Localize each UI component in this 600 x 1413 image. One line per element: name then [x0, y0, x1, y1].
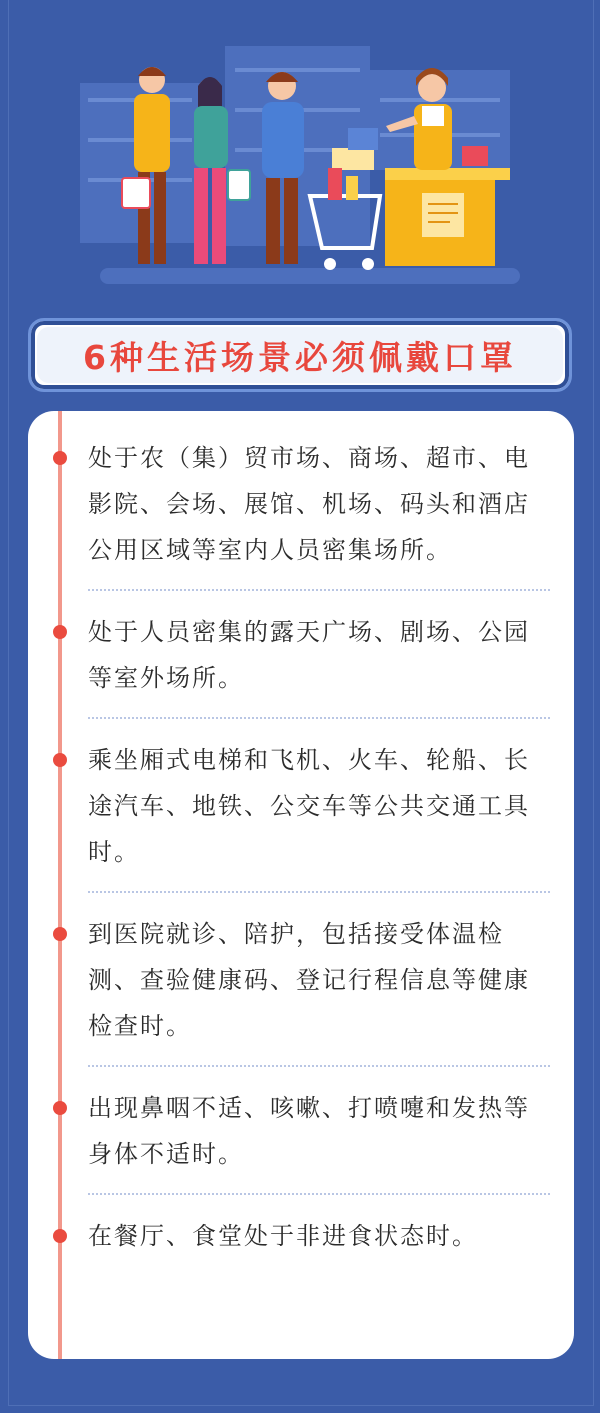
item-text: 到医院就诊、陪护，包括接受体温检测、查验健康码、登记行程信息等健康检查时。: [88, 920, 530, 1040]
dotted-divider: [88, 1065, 550, 1067]
bullet-dot: [53, 451, 67, 465]
item-text: 出现鼻咽不适、咳嗽、打喷嚏和发热等身体不适时。: [88, 1094, 530, 1168]
item-text: 处于农（集）贸市场、商场、超市、电影院、会场、展馆、机场、码头和酒店公用区域等室内人员密集场所。: [88, 444, 530, 564]
list-item: [28, 911, 574, 1049]
page-title: 6种生活场景必须佩戴口罩: [83, 337, 517, 377]
bullet-dot: [53, 1229, 67, 1243]
dotted-divider: [88, 717, 550, 719]
shoppers-illustration: [70, 28, 540, 298]
scenario-card: [28, 411, 574, 1359]
bullet-dot: [53, 927, 67, 941]
list-item: [28, 609, 574, 701]
item-text: 在餐厅、食堂处于非进食状态时。: [88, 1222, 478, 1250]
list-item: [28, 1213, 574, 1259]
dotted-divider: [88, 891, 550, 893]
list-item: [28, 1085, 574, 1177]
list-item: [28, 737, 574, 875]
item-text: 乘坐厢式电梯和飞机、火车、轮船、长途汽车、地铁、公交车等公共交通工具时。: [88, 746, 530, 866]
item-text: 处于人员密集的露天广场、剧场、公园等室外场所。: [88, 618, 530, 692]
bullet-dot: [53, 1101, 67, 1115]
bullet-dot: [53, 753, 67, 767]
list-item: [28, 435, 574, 573]
dotted-divider: [88, 589, 550, 591]
bullet-dot: [53, 625, 67, 639]
scenario-list: [28, 435, 574, 1259]
title-banner: [28, 318, 572, 392]
dotted-divider: [88, 1193, 550, 1195]
